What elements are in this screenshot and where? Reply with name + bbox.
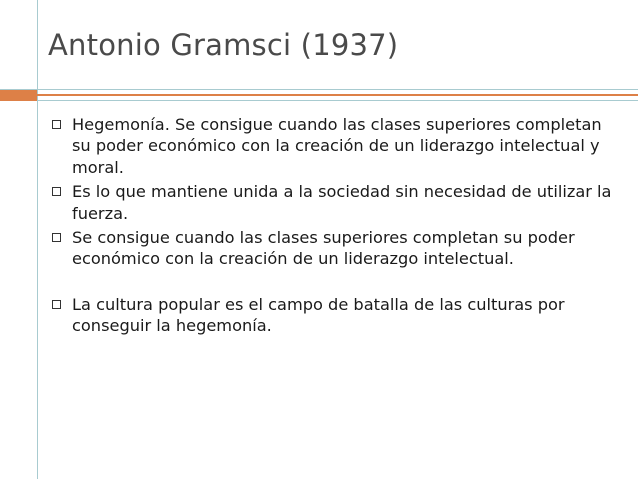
bullet-text: Es lo que mantiene unida a la sociedad sin necesidad de utilizar la fuerza. [72,182,612,223]
accent-block [0,90,37,101]
decorative-horizontal-line-top [0,89,638,90]
square-bullet-icon [52,120,61,129]
decorative-horizontal-line-bottom [0,100,638,101]
square-bullet-icon [52,187,61,196]
bullet-text: Hegemonía. Se consigue cuando las clases superiores completan su poder económico con la creación de un liderazgo intelectual y moral. [72,115,602,177]
bullet-text: La cultura popular es el campo de batalla de las culturas por conseguir la hegemonía. [72,294,565,336]
bullet-item [52,114,612,178]
square-bullet-icon [52,233,61,242]
bullet-item [52,227,612,270]
bullet-item [52,294,612,337]
decorative-vertical-line [37,0,38,479]
square-bullet-icon [52,300,61,309]
slide-title: Antonio Gramsci (1937) [48,28,399,62]
bullet-text: Se consigue cuando las clases superiores completan su poder económico con la creación de un liderazgo intelectual. [72,228,575,269]
bullet-list [52,114,612,340]
bullet-item [52,181,612,224]
title-underline [37,94,638,96]
